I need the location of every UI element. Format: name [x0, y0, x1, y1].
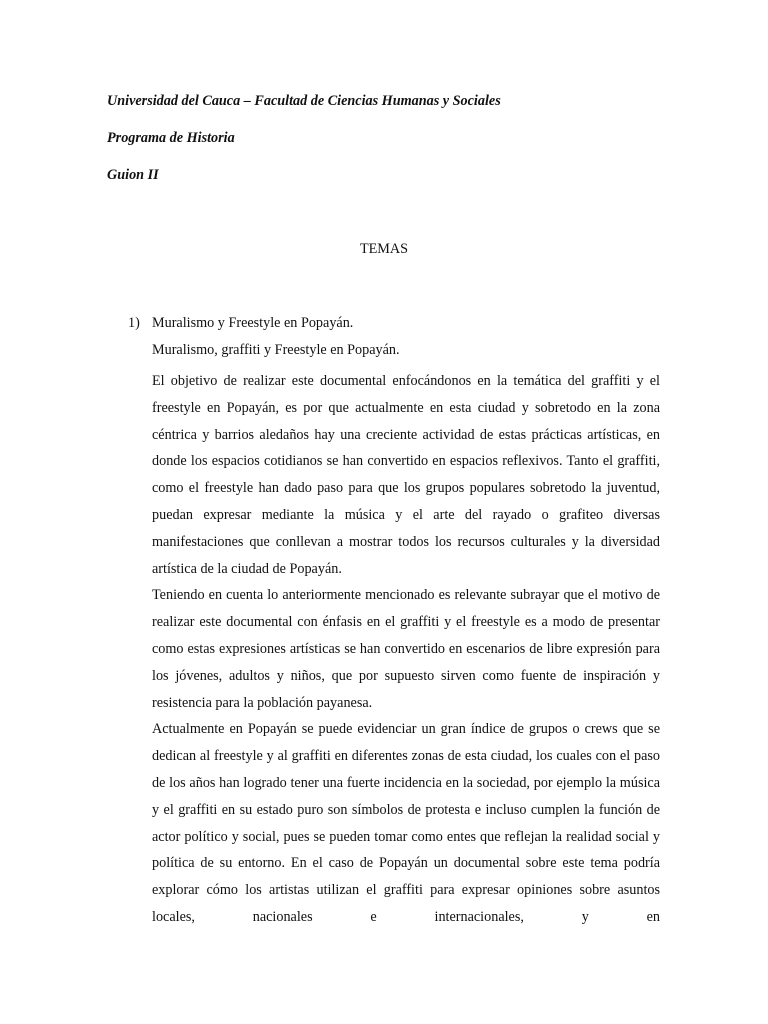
- guion-header: Guion II: [107, 167, 159, 183]
- program-header: Programa de Historia: [107, 130, 235, 146]
- page-title: TEMAS: [359, 241, 409, 257]
- list-item-number: 1): [128, 315, 140, 331]
- paragraph-current-context: Actualmente en Popayán se puede evidenciar un gran índice de grupos o crews que se dedican al freestyle y al graffiti en diferentes zonas de esta ciudad, los cuales con el paso de los años han logrado tener una fuerte incidencia en la sociedad, por ejemplo la música y el graffiti en su estado puro son símbolos de protesta e incluso cumplen la función de actor político y social, pues se pueden tomar como entes que reflejan la realidad social y política de su entorno. En el caso de Popayán un documental sobre este tema podría explorar cómo los artistas utilizan el graffiti para expresar opiniones sobre asuntos locales, nacionales e internacionales, y en: [152, 721, 660, 925]
- list-item: [152, 314, 660, 931]
- item-subtitle: Muralismo, graffiti y Freestyle en Popayán.: [152, 342, 400, 358]
- item-title: Muralismo y Freestyle en Popayán.: [152, 315, 354, 331]
- university-header: Universidad del Cauca – Facultad de Ciencias Humanas y Sociales: [107, 93, 501, 109]
- paragraph-objective: El objetivo de realizar este documental enfocándonos en la temática del graffiti y el freestyle en Popayán, es por que actualmente en esta ciudad y sobretodo en la zona céntrica y barrios aledaños hay una creciente actividad de estas prácticas artísticas, en donde los espacios cotidianos se han convertido en espacios reflexivos. Tanto el graffiti, como el freestyle han dado paso para que los grupos populares sobretodo la juventud, puedan expresar mediante la música y el arte del rayado o grafiteo diversas manifestaciones que conllevan a mostrar todos los recursos culturales y la diversidad artística de la ciudad de Popayán.: [152, 373, 660, 577]
- paragraph-motive: Teniendo en cuenta lo anteriormente mencionado es relevante subrayar que el motivo de realizar este documental con énfasis en el graffiti y el freestyle es a modo de presentar como estas expresiones artísticas se han convertido en escenarios de libre expresión para los jóvenes, adultos y niños, que por supuesto sirven como fuente de inspiración y resistencia para la población payanesa.: [152, 587, 660, 711]
